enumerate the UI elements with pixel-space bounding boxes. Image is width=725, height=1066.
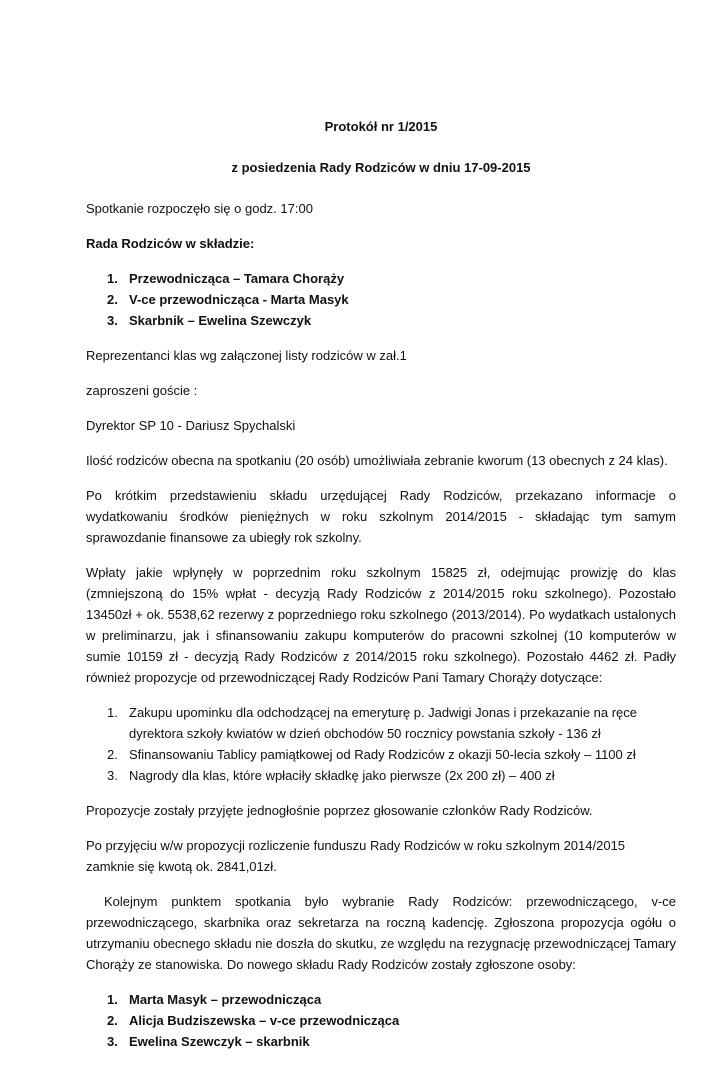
quorum-paragraph: Ilość rodziców obecna na spotkaniu (20 osób) umożliwiała zebranie kworum (13 obecnych z 24 klas). <box>86 453 668 468</box>
closing-paragraph: Po przyjęciu w/w propozycji rozliczenie funduszu Rady Rodziców w roku szkolnym 2014/2015 zamknie się kwotą ok. 2841,01zł. <box>86 838 626 874</box>
class-representatives: Reprezentanci klas wg załączonej listy rodziców w zał.1 <box>86 348 407 363</box>
council-list <box>86 268 676 331</box>
finance-paragraph: Wpłaty jakie wpłynęły w poprzednim roku szkolnym 15825 zł, odejmując prowizję do klas (zmniejszoną do 15% wpłat - decyzją Rady Rodziców z 2014/2015 roku szkolnego). Pozostało 13450zł + ok. 5538,62 rezerwy z poprzedniego roku szkolnego (2013/2014). Po wydatkach ustalonych w preliminarzu, jak i sfinansowaniu zakupu komputerów do pracowni szkolnej (10 komputerów w sumie 10159 zł - decyzją Rady Rodziców z 2014/2015 roku szkolnego). Pozostało 4462 zł. Padły również propozycje od przewodniczącej Rady Rodziców Pani Tamary Chorąży dotyczące: <box>86 565 676 685</box>
list-item: 3. Nagrody dla klas, które wpłaciły składkę jako pierwsze (2x 200 zł) – 400 zł <box>107 768 555 783</box>
report-paragraph: Po krótkim przedstawieniu składu urzędującej Rady Rodziców, przekazano informacje o wydatkowaniu środków pieniężnych w roku szkolnym 2014/2015 - składając tym samym sprawozdanie finansowe za ubiegły rok szkolny. <box>86 488 676 545</box>
list-item: 2. Sfinansowaniu Tablicy pamiątkowej od Rady Rodziców z okazji 50-lecia szkoły – 1100 zł <box>107 747 636 762</box>
director-line: Dyrektor SP 10 - Dariusz Spychalski <box>86 418 296 433</box>
list-item: 1. Zakupu upominku dla odchodzącej na emeryturę p. Jadwigi Jonas i przekazanie na ręce dyrektora szkoły kwiatów w dzień obchodów 50 rocznicy powstania szkoły - 136 zł <box>107 705 638 741</box>
meeting-start: Spotkanie rozpoczęło się o godz. 17:00 <box>86 201 313 216</box>
accepted-paragraph: Propozycje zostały przyjęte jednogłośnie poprzez głosowanie członków Rady Rodziców. <box>86 803 593 818</box>
list-item: 3. Skarbnik – Ewelina Szewczyk <box>107 313 312 328</box>
list-item: 1. Przewodnicząca – Tamara Chorąży <box>107 271 345 286</box>
guests-label: zaproszeni goście : <box>86 383 198 398</box>
list-item: 2. V-ce przewodnicząca - Marta Masyk <box>107 292 349 307</box>
document-subtitle: z posiedzenia Rady Rodziców w dniu 17-09-2015 <box>231 160 531 175</box>
list-item: 1. Marta Masyk – przewodnicząca <box>107 992 322 1007</box>
proposals-list <box>86 702 676 786</box>
list-item: 2. Alicja Budziszewska – v-ce przewodnicząca <box>107 1013 400 1028</box>
council-heading: Rada Rodziców w składzie: <box>86 236 255 251</box>
new-council-list <box>86 989 676 1052</box>
list-item: 3. Ewelina Szewczyk – skarbnik <box>107 1034 310 1049</box>
document-page <box>86 116 676 1066</box>
election-paragraph: Kolejnym punktem spotkania było wybranie Rady Rodziców: przewodniczącego, v-ce przewodniczącego, skarbnika oraz sekretarza na roczną kadencję. Zgłoszona propozycja ogółu o utrzymaniu obecnego składu nie doszła do skutku, ze względu na rezygnację przewodniczącej Tamary Chorąży ze stanowiska. Do nowego składu Rady Rodziców zostały zgłoszone osoby: <box>86 894 676 972</box>
document-title: Protokół nr 1/2015 <box>324 119 438 134</box>
